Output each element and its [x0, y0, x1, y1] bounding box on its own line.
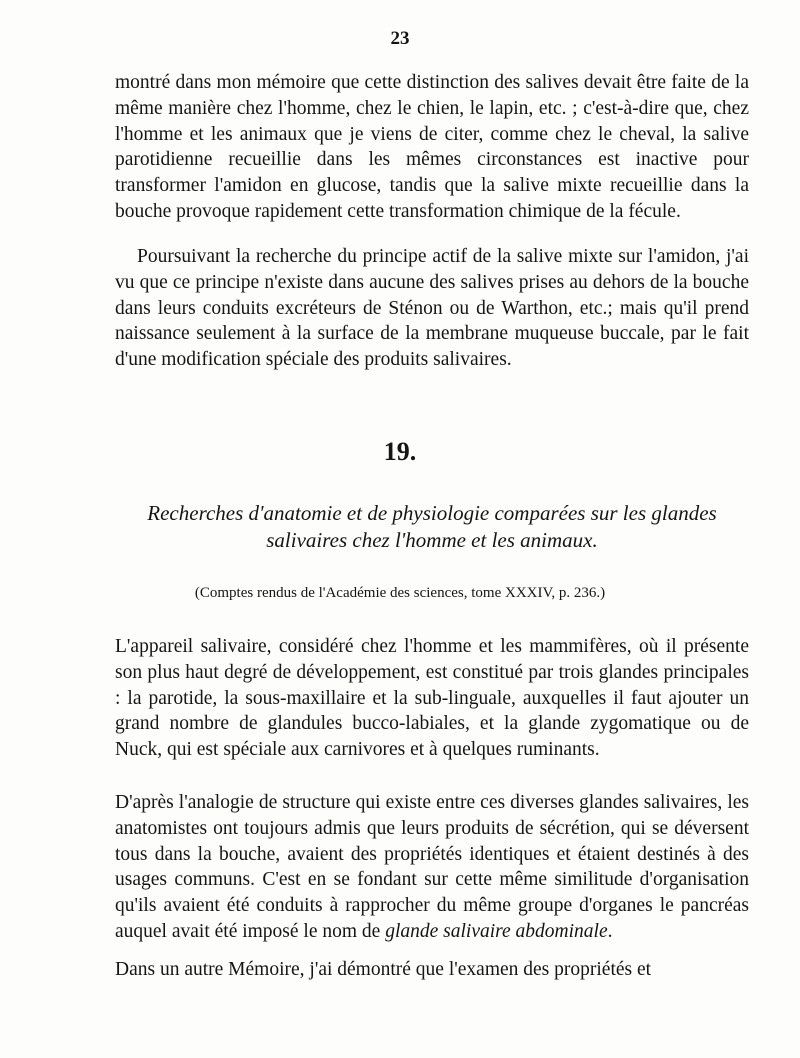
paragraph-2: Poursuivant la recherche du principe actif de la salive mixte sur l'amidon, j'ai vu que ce principe n'existe dans aucune des salives prises au dehors de la bouche dans leurs conduits excréteurs de Sténon ou de Warthon, etc.; mais qu'il prend naissance seulement à la surface de la membrane muqueuse buccale, par le fait d'une modification spéciale des produits salivaires. [115, 246, 749, 371]
paragraph-4-text: D'après l'analogie de structure qui existe entre ces diverses glandes salivaires, les anatomistes ont toujours admis que leurs produits de sécrétion, qui se déversent tous dans la bouche, avaient des propriétés identiques et étaient destinés à des usages communs. C'est en se fondant sur cette même similitude d'organisation qu'ils avaient été conduits à rapprocher du même groupe d'organes le pancréas auquel avait été imposé le nom de [115, 792, 749, 942]
paragraph-4-italic-term: glande salivaire abdominale [385, 920, 608, 942]
section-title [115, 500, 749, 554]
paragraph-4-end: . [607, 920, 613, 942]
page-number: 23 [390, 28, 410, 49]
paragraph-4 [115, 790, 749, 945]
paragraph-3: L'appareil salivaire, considéré chez l'homme et les mammifères, où il présente son plus haut degré de développement, est constitué par trois glandes principales : la parotide, la sous-maxillaire et la sub-linguale, auxquelles il faut ajouter un grand nombre de glandules bucco-labiales, et la glande zygomatique ou de Nuck, qui est spéciale aux carnivores et à quelques ruminants. [115, 636, 749, 761]
section-title-line-2: salivaires chez l'homme et les animaux. [266, 528, 598, 552]
paragraph-1: montré dans mon mémoire que cette distinction des salives devait être faite de la même manière chez l'homme, chez le chien, le lapin, etc. ; c'est-à-dire que, chez l'homme et les animaux que je viens de citer, comme chez le cheval, la salive parotidienne recueillie dans les mêmes circonstances est inactive pour transformer l'amidon en glucose, tandis que la salive mixte recueillie dans la bouche provoque rapidement cette transformation chimique de la fécule. [115, 72, 749, 222]
section-title-line-1: Recherches d'anatomie et de physiologie comparées sur les glandes [147, 501, 717, 525]
section-number: 19. [383, 437, 417, 466]
paragraph-5: Dans un autre Mémoire, j'ai démontré que l'examen des propriétés et [115, 959, 652, 980]
source-citation: (Comptes rendus de l'Académie des sciences, tome XXXIV, p. 236.) [194, 585, 606, 601]
